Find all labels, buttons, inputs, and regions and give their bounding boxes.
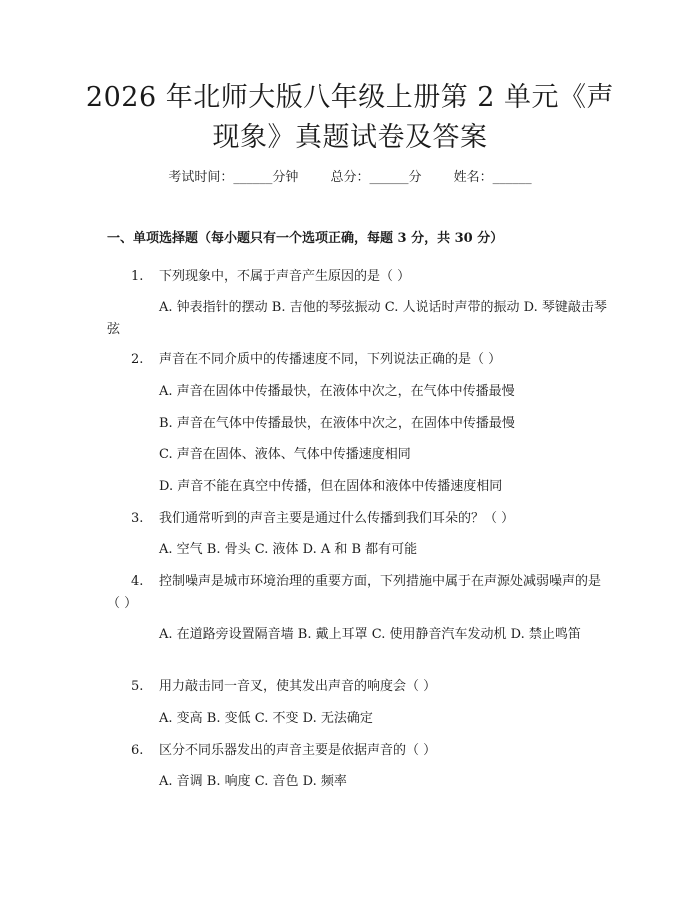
question-text: 声音在不同介质中的传播速度不同，下列说法正确的是（ ）	[159, 352, 502, 367]
question-2-option-c: C. 声音在固体、液体、气体中传播速度相同	[159, 447, 411, 462]
question-text: 控制噪声是城市环境治理的重要方面，下列措施中属于在声源处减弱噪声的是（ ）	[107, 574, 602, 611]
question-1	[107, 266, 612, 288]
question-number: 3.	[131, 511, 144, 526]
student-name: 姓名：______	[453, 170, 532, 185]
question-3	[107, 508, 612, 530]
question-number: 4.	[131, 574, 144, 589]
question-2-option-b: B. 声音在气体中传播最快，在液体中次之，在固体中传播最慢	[159, 416, 515, 431]
question-6-options: A. 音调 B. 响度 C. 音色 D. 频率	[159, 774, 347, 789]
question-5	[107, 676, 612, 698]
question-3-options: A. 空气 B. 骨头 C. 液体 D. A 和 B 都有可能	[159, 542, 418, 557]
question-2	[107, 349, 612, 371]
question-number: 1.	[131, 269, 144, 284]
exam-time: 考试时间：______分钟	[168, 170, 299, 185]
section-heading: 一、单项选择题（每小题只有一个选项正确，每题 3 分，共 30 分）	[107, 231, 504, 246]
question-number: 2.	[131, 352, 144, 367]
question-number: 5.	[131, 679, 144, 694]
question-text: 用力敲击同一音叉，使其发出声音的响度会（ ）	[159, 679, 437, 694]
page-title: 2026 年北师大版八年级上册第 2 单元《声现象》真题试卷及答案	[85, 82, 615, 153]
question-text: 区分不同乐器发出的声音主要是依据声音的（ ）	[159, 743, 437, 758]
exam-meta	[0, 168, 700, 188]
question-text: 我们通常听到的声音主要是通过什么传播到我们耳朵的？（ ）	[159, 511, 515, 526]
total-score: 总分：______分	[330, 170, 422, 185]
question-6	[107, 740, 612, 762]
question-2-option-d: D. 声音不能在真空中传播，但在固体和液体中传播速度相同	[159, 479, 503, 494]
question-1-options: A. 钟表指针的摆动 B. 吉他的琴弦振动 C. 人说话时声带的振动 D. 琴键敲击琴弦	[107, 300, 607, 337]
question-2-option-a: A. 声音在固体中传播最快，在液体中次之，在气体中传播最慢	[159, 384, 515, 399]
question-4-options: A. 在道路旁设置隔音墙 B. 戴上耳罩 C. 使用静音汽车发动机 D. 禁止鸣笛	[159, 627, 581, 642]
question-text: 下列现象中，不属于声音产生原因的是（ ）	[159, 269, 411, 284]
question-4	[107, 571, 612, 615]
question-number: 6.	[131, 743, 144, 758]
question-5-options: A. 变高 B. 变低 C. 不变 D. 无法确定	[159, 711, 373, 726]
